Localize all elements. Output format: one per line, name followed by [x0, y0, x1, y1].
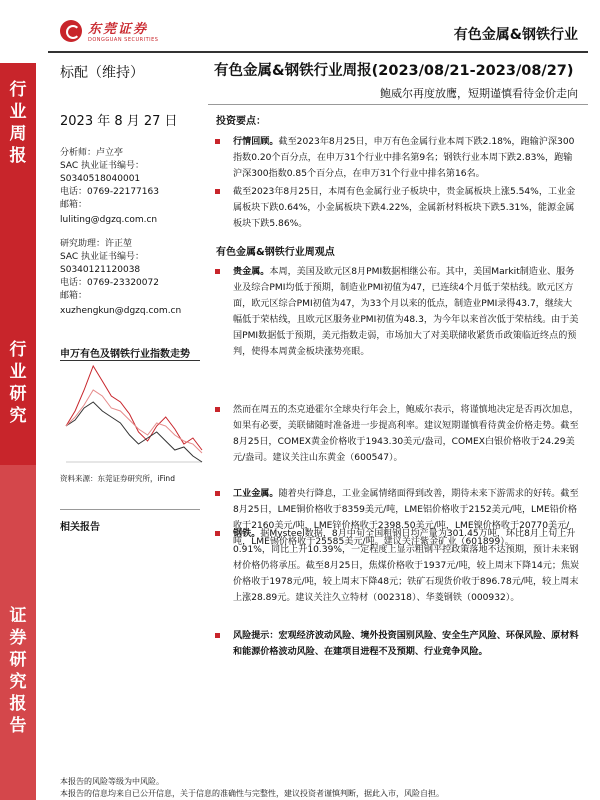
rating: 标配（维持） [60, 65, 144, 81]
logo-name: 东莞证券 [88, 22, 149, 37]
sidebar-label-securities: 证券研究报告 [9, 606, 27, 736]
industrial-metals-lead: 工业金属。 [233, 489, 279, 499]
left-sidebar [0, 63, 36, 800]
bullet-icon [215, 491, 220, 496]
related-reports-title: 相关报告 [60, 522, 100, 533]
paragraph-fed [217, 402, 581, 466]
assistant-phone: 电话：0769-23320072 [60, 278, 159, 288]
chart-series-line-1 [66, 402, 202, 462]
assistant-info [60, 238, 210, 318]
assistant-sac-label: SAC 执业证书编号： [60, 252, 145, 262]
bullet-icon [215, 633, 220, 638]
report-title: 有色金属&钢铁行业周报(2023/08/21-2023/08/27) [214, 63, 574, 79]
industry-label: 有色金属&钢铁行业 [453, 27, 578, 43]
assistant-sac-number: S0340121120038 [60, 265, 141, 275]
analyst-info [60, 147, 210, 227]
bullet-icon [215, 407, 220, 412]
industrial-metals-text: 随着央行降息，工业金属情绪面得到改善，期待未来下游需求的好转。截至8月25日，LME铜价格收于8359美元/吨，LME铝价格收于2152美元/吨，LME铅价格收于2160美元/吨，LME锌价格收于2398.50美元/吨，LME镍价格收于20770美元/吨，LME锡价格收于25585美元/吨。建议关注紫金矿业（601899）。 [233, 489, 579, 547]
bullet-icon [215, 189, 220, 194]
header-rule [48, 51, 588, 53]
risk-lead: 风险提示： [233, 631, 279, 641]
logo-english: DONGGUAN SECURITIES [88, 37, 159, 43]
page-header [0, 0, 600, 63]
paragraph-steel [217, 526, 581, 606]
report-date: 2023 年 8 月 27 日 [60, 114, 178, 129]
chart-series-line-0 [66, 366, 202, 450]
sidebar-lower-band [0, 465, 36, 800]
fed-text: 然而在周五的杰克逊霍尔全球央行年会上，鲍威尔表示，将谨慎地决定是否再次加息，如果有必要，美联储随时准备进一步提高利率。建议短期谨慎看待黄金价格走势。截至8月25日，COMEX黄金价格收于1943.30美元/盎司，COMEX白银价格收于24.29美元/盎司。建议关注山东黄金（600547）。 [233, 405, 579, 463]
analyst-sac-label: SAC 执业证书编号： [60, 161, 145, 171]
subsectors-text: 截至2023年8月25日，本周有色金属行业子板块中，贵金属板块上涨5.54%，工业金属板块下跌0.64%，小金属板块下跌4.22%，金属新材料板块下跌5.31%，能源金属板块下跌5.86%。 [233, 187, 576, 229]
analyst-sac-number: S0340518040001 [60, 174, 141, 184]
chart-title: 申万有色及钢铁行业指数走势 [60, 349, 190, 360]
paragraph-market-review [217, 134, 581, 182]
analyst-email[interactable]: luliting@dgzq.com.cn [60, 215, 158, 225]
index-trend-chart [58, 360, 206, 472]
weekly-view-title: 有色金属&钢铁行业周观点 [216, 247, 335, 258]
company-logo [60, 18, 158, 43]
paragraph-risk [217, 628, 581, 660]
paragraph-subsectors [217, 184, 581, 232]
assistant-email-label: 邮箱： [60, 291, 88, 301]
related-rule [60, 509, 200, 510]
title-divider [208, 104, 588, 105]
risk-text: 宏观经济波动风险、境外投资国别风险、安全生产风险、环保风险、原材料和能源价格波动风险、在建项目进程不及预期、行业竞争风险。 [233, 631, 579, 657]
bullet-icon [215, 139, 220, 144]
chart-source: 资料来源：东莞证券研究所，iFind [60, 474, 175, 483]
report-subtitle: 鲍威尔再度放鹰，短期谨慎看待金价走向 [380, 87, 578, 100]
analyst-name: 分析师：卢立亭 [60, 148, 124, 158]
market-review-text: 截至2023年8月25日，申万有色金属行业本周下跌2.18%，跑输沪深300指数0.20个百分点，在申万31个行业中排名第9名；钢铁行业本周下跌2.83%，跑输沪深300指数0.85个百分点，在申万31个行业中排名第16名。 [233, 137, 575, 179]
sidebar-label-weekly: 行业周报 [9, 80, 27, 166]
precious-metals-lead: 贵金属。 [233, 267, 270, 277]
assistant-email[interactable]: xuzhengkun@dgzq.com.cn [60, 306, 182, 316]
footer [60, 776, 590, 800]
bullet-icon [215, 269, 220, 274]
bullet-icon [215, 531, 220, 536]
analyst-email-label: 邮箱： [60, 200, 88, 210]
footer-risk-level: 本报告的风险等级为中风险。 [60, 777, 164, 786]
steel-lead: 钢铁。 [233, 529, 261, 539]
assistant-name: 研究助理：许正堃 [60, 239, 133, 249]
steel-text: 据Mysteel数据，8月中旬全国粗钢日均产量为301.45万吨，环比8月上旬上升0.91%，同比上升10.39%，一定程度上显示粗钢平控政策落地不达预期，预计未来钢材价格仍将承压。截至8月25日，焦煤价格收于1937元/吨，较上周末下降14元；焦炭价格收于1978元/吨，较上周末下降48元；铁矿石现货价收于896.78元/吨，较上周末上涨28.89元。建议关注久立特材（002318）、华菱钢铁（000932）。 [233, 529, 580, 603]
invest-points-title: 投资要点： [216, 116, 266, 127]
paragraph-precious-metals [217, 264, 581, 360]
footer-disclaimer: 本报告的信息均来自已公开信息，关于信息的准确性与完整性，建议投资者谨慎判断，据此入市，风险自担。 [60, 789, 444, 798]
precious-metals-text: 本周，美国及欧元区8月PMI数据相继公布。其中，美国Markit制造业、服务业及综合PMI均低于预期，制造业PMI初值为47，已连续4个月低于荣枯线。欧元区方面，欧元区综合PMI初值为47，为33个月以来的低点，制造业PMI录得43.7，继续大幅低于荣枯线，且欧元区服务业PMI初值为48.3，为今年以来首次低于荣枯线。由于美国PMI数据低于预期，美元指数走弱，市场加大了对美联储收紧货币政策临近终点的预判，使得本周黄金板块涨势亮眼。 [233, 267, 579, 357]
market-review-lead: 行情回顾。 [233, 137, 279, 147]
sidebar-label-research: 行业研究 [9, 340, 27, 426]
chart-series-line-2 [66, 390, 202, 453]
analyst-phone: 电话：0769-22177163 [60, 187, 159, 197]
logo-icon [60, 20, 82, 42]
